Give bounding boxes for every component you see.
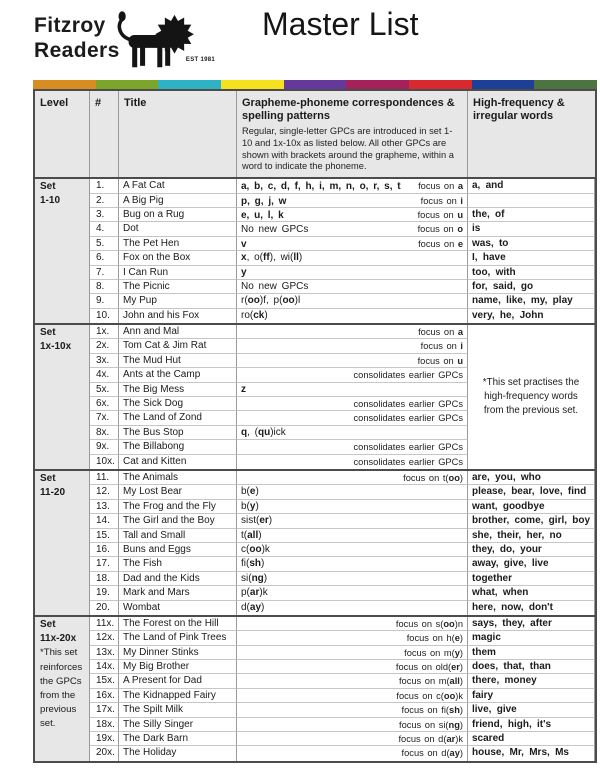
level-cell xyxy=(35,179,90,323)
level-cell xyxy=(35,617,90,761)
hf-note-text: *This set practises the high-frequency words from the previous set. xyxy=(482,377,580,417)
book-title: The Land of Zond xyxy=(119,411,237,425)
row-number: 5x. xyxy=(90,383,119,397)
row-number: 9. xyxy=(90,294,119,308)
gpc-new-letters: No new GPCs xyxy=(241,224,309,236)
high-frequency-words: I, have xyxy=(468,251,595,265)
book-title: Dad and the Kids xyxy=(119,572,237,586)
gpc-new-letters: b(y) xyxy=(241,500,259,512)
set-label: Set xyxy=(40,181,56,193)
gpc-cell xyxy=(237,617,468,631)
high-frequency-words: does, that, than xyxy=(468,660,595,674)
high-frequency-words: is xyxy=(468,222,595,236)
high-frequency-words: the, of xyxy=(468,208,595,222)
gpc-cell xyxy=(237,368,468,382)
row-number: 2. xyxy=(90,194,119,208)
row-number: 7. xyxy=(90,266,119,280)
book-title: Tall and Small xyxy=(119,529,237,543)
set-block xyxy=(35,177,595,323)
gpc-cell xyxy=(237,354,468,368)
gpc-cell xyxy=(237,208,468,222)
gpc-focus-note: consolidates earlier GPCs xyxy=(353,399,463,410)
set-block xyxy=(35,469,595,615)
high-frequency-words: magic xyxy=(468,631,595,645)
gpc-cell xyxy=(237,194,468,208)
high-frequency-words: brother, come, girl, boy xyxy=(468,514,595,528)
gpc-header-title: Grapheme-phoneme correspondences & spelling patterns xyxy=(242,97,455,122)
row-number: 1. xyxy=(90,179,119,193)
gpc-focus-note: focus on a xyxy=(418,181,463,192)
row-number: 6x. xyxy=(90,397,119,411)
gpc-focus-note: consolidates earlier GPCs xyxy=(353,370,463,381)
gpc-new-letters: r(oo)f, p(oo)l xyxy=(241,295,301,307)
row-number: 17. xyxy=(90,557,119,571)
gpc-cell xyxy=(237,485,468,499)
gpc-cell xyxy=(237,471,468,485)
book-title: Dot xyxy=(119,222,237,236)
gpc-new-letters: d(ay) xyxy=(241,601,265,613)
gpc-new-letters: v xyxy=(241,238,247,250)
set-range: 1x-10x xyxy=(40,341,72,353)
gpc-cell xyxy=(237,309,468,323)
gpc-new-letters: No new GPCs xyxy=(241,280,309,292)
high-frequency-words: scared xyxy=(468,732,595,746)
high-frequency-words: there, money xyxy=(468,674,595,688)
table-header-row xyxy=(35,91,595,177)
high-frequency-words: they, do, your xyxy=(468,543,595,557)
high-frequency-words: please, bear, love, find xyxy=(468,485,595,499)
set-range: 11x-20x xyxy=(40,633,77,645)
book-title: Ants at the Camp xyxy=(119,368,237,382)
gpc-focus-note: focus on h(e) xyxy=(406,633,463,644)
row-number: 13x. xyxy=(90,646,119,660)
row-number: 8x. xyxy=(90,426,119,440)
gpc-cell xyxy=(237,411,468,425)
gpc-new-letters: y xyxy=(241,266,247,278)
row-number: 11. xyxy=(90,471,119,485)
gpc-cell xyxy=(237,586,468,600)
high-frequency-words: was, to xyxy=(468,237,595,251)
high-frequency-words: says, they, after xyxy=(468,617,595,631)
row-number: 13. xyxy=(90,500,119,514)
gpc-cell xyxy=(237,646,468,660)
row-number: 7x. xyxy=(90,411,119,425)
gpc-cell xyxy=(237,325,468,339)
gpc-focus-note: focus on u xyxy=(417,355,463,366)
gpc-new-letters: ro(ck) xyxy=(241,309,268,321)
book-title: I Can Run xyxy=(119,266,237,280)
column-header-high-frequency: High-frequency & irregular words xyxy=(473,97,565,122)
book-title: The Frog and the Fly xyxy=(119,500,237,514)
book-title: My Lost Bear xyxy=(119,485,237,499)
book-title: My Big Brother xyxy=(119,660,237,674)
book-title: The Girl and the Boy xyxy=(119,514,237,528)
color-bar-segment xyxy=(534,80,597,89)
gpc-cell xyxy=(237,222,468,236)
row-number: 14x. xyxy=(90,660,119,674)
book-title: A Present for Dad xyxy=(119,674,237,688)
book-title: The Kidnapped Fairy xyxy=(119,689,237,703)
column-header-level: Level xyxy=(35,91,90,177)
row-number: 4x. xyxy=(90,368,119,382)
gpc-cell xyxy=(237,543,468,557)
gpc-focus-note: focus on s(oo)n xyxy=(395,618,463,629)
book-title: Mark and Mars xyxy=(119,586,237,600)
book-title: A Fat Cat xyxy=(119,179,237,193)
gpc-new-letters: a, b, c, d, f, h, i, m, n, o, r, s, t xyxy=(241,181,401,193)
gpc-focus-note: consolidates earlier GPCs xyxy=(353,442,463,453)
book-title: The Bus Stop xyxy=(119,426,237,440)
gpc-cell xyxy=(237,529,468,543)
gpc-cell xyxy=(237,703,468,717)
book-title: The Big Mess xyxy=(119,383,237,397)
book-title: The Fish xyxy=(119,557,237,571)
row-number: 18x. xyxy=(90,718,119,732)
book-title: Ann and Mal xyxy=(119,325,237,339)
set-label: Set xyxy=(40,618,56,630)
column-header-number: # xyxy=(90,91,119,177)
gpc-new-letters: q, (qu)ick xyxy=(241,426,286,438)
row-number: 11x. xyxy=(90,617,119,631)
color-bar-segment xyxy=(158,80,221,89)
book-title: Cat and Kitten xyxy=(119,455,237,469)
book-title: A Big Pig xyxy=(119,194,237,208)
gpc-new-letters: x, o(ff), wi(ll) xyxy=(241,252,303,264)
gpc-cell xyxy=(237,237,468,251)
gpc-cell xyxy=(237,179,468,193)
high-frequency-words: name, like, my, play xyxy=(468,294,595,308)
book-title: The Silly Singer xyxy=(119,718,237,732)
gpc-cell xyxy=(237,601,468,615)
high-frequency-words: want, goodbye xyxy=(468,500,595,514)
high-frequency-words: a, and xyxy=(468,179,595,193)
book-title: The Forest on the Hill xyxy=(119,617,237,631)
logo-line2: Readers xyxy=(34,39,120,62)
gpc-cell xyxy=(237,280,468,294)
row-number: 1x. xyxy=(90,325,119,339)
high-frequency-words: together xyxy=(468,572,595,586)
gpc-focus-note: focus on si(ng) xyxy=(398,719,463,730)
set-range: 1-10 xyxy=(40,195,61,207)
high-frequency-words: she, their, her, no xyxy=(468,529,595,543)
row-number: 4. xyxy=(90,222,119,236)
high-frequency-words: friend, high, it's xyxy=(468,718,595,732)
row-number: 19x. xyxy=(90,732,119,746)
gpc-cell xyxy=(237,572,468,586)
row-number: 3. xyxy=(90,208,119,222)
gpc-focus-note: focus on old(er) xyxy=(395,662,463,673)
book-title: Buns and Eggs xyxy=(119,543,237,557)
row-number: 12x. xyxy=(90,631,119,645)
row-number: 20. xyxy=(90,601,119,615)
color-bar-segment xyxy=(96,80,159,89)
book-title: My Pup xyxy=(119,294,237,308)
set-label: Set xyxy=(40,473,56,484)
row-number: 10. xyxy=(90,309,119,323)
gpc-cell xyxy=(237,557,468,571)
row-number: 17x. xyxy=(90,703,119,717)
gpc-focus-note: consolidates earlier GPCs xyxy=(353,413,463,424)
set-label: Set xyxy=(40,327,56,339)
row-number: 6. xyxy=(90,251,119,265)
high-frequency-words: house, Mr, Mrs, Ms xyxy=(468,746,595,760)
book-title: John and his Fox xyxy=(119,309,237,323)
book-title: The Picnic xyxy=(119,280,237,294)
logo-text xyxy=(34,13,120,63)
row-number: 10x. xyxy=(90,455,119,469)
page-title: Master List xyxy=(262,6,419,42)
book-title: My Dinner Stinks xyxy=(119,646,237,660)
gpc-focus-note: focus on c(oo)k xyxy=(396,690,463,701)
book-title: Wombat xyxy=(119,601,237,615)
high-frequency-words: what, when xyxy=(468,586,595,600)
gpc-focus-note: focus on m(y) xyxy=(404,647,463,658)
row-number: 20x. xyxy=(90,746,119,760)
book-title: The Sick Dog xyxy=(119,397,237,411)
book-title: Tom Cat & Jim Rat xyxy=(119,339,237,353)
gpc-new-letters: t(all) xyxy=(241,529,262,541)
set-block xyxy=(35,323,595,469)
level-cell xyxy=(35,471,90,615)
gpc-cell xyxy=(237,674,468,688)
high-frequency-words xyxy=(468,194,595,208)
high-frequency-words: very, he, John xyxy=(468,309,595,323)
row-number: 3x. xyxy=(90,354,119,368)
high-frequency-words: here, now, don't xyxy=(468,601,595,615)
color-bar-segment xyxy=(472,80,535,89)
color-bar-segment xyxy=(33,80,96,89)
row-number: 16. xyxy=(90,543,119,557)
row-number: 15. xyxy=(90,529,119,543)
gpc-cell xyxy=(237,718,468,732)
book-title: The Holiday xyxy=(119,746,237,760)
gpc-cell xyxy=(237,500,468,514)
gpc-new-letters: p(ar)k xyxy=(241,587,268,599)
high-frequency-words: for, said, go xyxy=(468,280,595,294)
book-title: The Spilt Milk xyxy=(119,703,237,717)
gpc-cell xyxy=(237,746,468,760)
gpc-focus-note: focus on m(all) xyxy=(398,676,463,687)
column-header-title: Title xyxy=(119,91,237,177)
gpc-focus-note: focus on u xyxy=(417,209,463,220)
high-frequency-words: fairy xyxy=(468,689,595,703)
set-range: 11-20 xyxy=(40,487,66,499)
gpc-cell xyxy=(237,251,468,265)
gpc-cell xyxy=(237,732,468,746)
row-number: 16x. xyxy=(90,689,119,703)
row-number: 2x. xyxy=(90,339,119,353)
gpc-focus-note: focus on i xyxy=(420,341,463,352)
gpc-focus-note: focus on fi(sh) xyxy=(401,705,463,716)
gpc-focus-note: focus on a xyxy=(418,327,463,338)
row-number: 19. xyxy=(90,586,119,600)
color-bar-segment xyxy=(284,80,347,89)
gpc-focus-note: focus on o xyxy=(417,224,463,235)
gpc-focus-note: consolidates earlier GPCs xyxy=(353,456,463,467)
gpc-focus-note: focus on d(ay) xyxy=(401,748,463,759)
column-header-gpc xyxy=(237,91,468,177)
logo-est: EST 1981 xyxy=(185,57,215,63)
book-title: Bug on a Rug xyxy=(119,208,237,222)
gpc-new-letters: e, u, l, k xyxy=(241,209,284,221)
gpc-cell xyxy=(237,426,468,440)
color-bar xyxy=(33,80,597,89)
color-bar-segment xyxy=(409,80,472,89)
master-table xyxy=(33,89,597,763)
lion-logo-icon xyxy=(108,7,208,73)
gpc-cell xyxy=(237,294,468,308)
gpc-cell xyxy=(237,455,468,469)
gpc-new-letters: p, g, j, w xyxy=(241,195,287,207)
color-bar-segment xyxy=(221,80,284,89)
gpc-new-letters: z xyxy=(241,383,246,395)
gpc-new-letters: si(ng) xyxy=(241,572,268,584)
gpc-focus-note: focus on i xyxy=(420,195,463,206)
gpc-new-letters: fi(sh) xyxy=(241,558,265,570)
gpc-focus-note: focus on t(oo) xyxy=(403,473,463,483)
book-title: The Dark Barn xyxy=(119,732,237,746)
book-title: The Billabong xyxy=(119,440,237,454)
gpc-cell xyxy=(237,514,468,528)
high-frequency-words: live, give xyxy=(468,703,595,717)
gpc-cell xyxy=(237,339,468,353)
high-frequency-words: away, give, live xyxy=(468,557,595,571)
book-title: The Mud Hut xyxy=(119,354,237,368)
row-number: 9x. xyxy=(90,440,119,454)
gpc-cell xyxy=(237,689,468,703)
row-number: 15x. xyxy=(90,674,119,688)
gpc-cell xyxy=(237,440,468,454)
book-title: The Pet Hen xyxy=(119,237,237,251)
gpc-focus-note: focus on d(ar)k xyxy=(398,734,463,745)
gpc-cell xyxy=(237,383,468,397)
level-cell xyxy=(35,325,90,469)
high-frequency-words: them xyxy=(468,646,595,660)
gpc-new-letters: c(oo)k xyxy=(241,543,270,555)
book-title: The Animals xyxy=(119,471,237,485)
gpc-cell xyxy=(237,631,468,645)
book-title: The Land of Pink Trees xyxy=(119,631,237,645)
set-block xyxy=(35,615,595,761)
logo-line1: Fitzroy xyxy=(34,14,106,37)
row-number: 8. xyxy=(90,280,119,294)
gpc-focus-note: focus on e xyxy=(418,238,463,249)
table-body xyxy=(35,177,595,761)
high-frequency-words: too, with xyxy=(468,266,595,280)
gpc-new-letters: b(e) xyxy=(241,486,259,498)
gpc-new-letters: sist(er) xyxy=(241,515,273,527)
row-number: 12. xyxy=(90,485,119,499)
gpc-cell xyxy=(237,266,468,280)
hf-note xyxy=(468,325,595,469)
book-title: Fox on the Box xyxy=(119,251,237,265)
row-number: 18. xyxy=(90,572,119,586)
gpc-cell xyxy=(237,397,468,411)
gpc-header-description: Regular, single-letter GPCs are introduced in set 1-10 and 1x-10x as listed below. All other GPCs are shown with brackets around the grapheme, within a word to indicate the phoneme. xyxy=(242,126,454,172)
gpc-cell xyxy=(237,660,468,674)
color-bar-segment xyxy=(346,80,409,89)
logo xyxy=(34,7,219,73)
row-number: 14. xyxy=(90,514,119,528)
set-level-note: *This set reinforces the GPCs from the previous set. xyxy=(40,647,83,730)
row-number: 5. xyxy=(90,237,119,251)
high-frequency-words: are, you, who xyxy=(468,471,595,485)
